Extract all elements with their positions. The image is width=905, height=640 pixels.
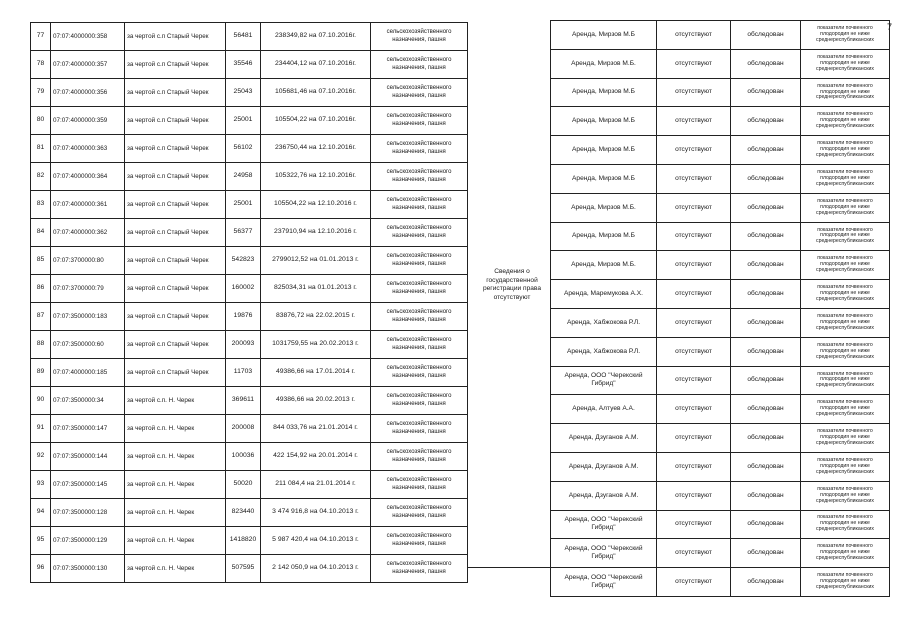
cadastral-value: 234404,12 на 07.10.2016г. — [261, 51, 371, 79]
plot-location: за чертой с.п. Н. Черек — [125, 387, 226, 415]
cadastral-number: 07:07:3500000:183 — [51, 303, 125, 331]
restrictions-status: отсутствуют — [657, 107, 731, 136]
land-category: сельскохозяйственного назначения, пашня — [371, 415, 468, 443]
plot-location: за чертой с.п. Н. Черек — [125, 527, 226, 555]
land-category: сельскохозяйственного назначения, пашня — [371, 191, 468, 219]
cadastral-value: 5 987 420,4 на 04.10.2013 г. — [261, 527, 371, 555]
cadastral-value: 2 142 050,9 на 04.10.2013 г. — [261, 555, 371, 583]
cadastral-value: 1031759,55 на 20.02.2013 г. — [261, 331, 371, 359]
fertility-indicator: показатели почвенного плодородия не ниже среднереспубликанских — [801, 366, 890, 395]
cadastral-number: 07:07:3700000:80 — [51, 247, 125, 275]
plot-area: 25043 — [226, 79, 261, 107]
table-row — [31, 443, 468, 471]
row-number: 83 — [31, 191, 51, 219]
plot-area: 507595 — [226, 555, 261, 583]
restrictions-status: отсутствуют — [657, 49, 731, 78]
table-row — [31, 387, 468, 415]
inspection-status: обследован — [731, 251, 801, 280]
table-row — [551, 337, 890, 366]
table-row — [31, 191, 468, 219]
land-category: сельскохозяйственного назначения, пашня — [371, 135, 468, 163]
row-number: 88 — [31, 331, 51, 359]
encumbrance-holder: Аренда, Хабжокова Р.Л. — [551, 337, 657, 366]
table-row — [551, 49, 890, 78]
restrictions-status: отсутствуют — [657, 193, 731, 222]
cadastral-value: 49386,66 на 20.02.2013 г. — [261, 387, 371, 415]
cadastral-number: 07:07:3700000:79 — [51, 275, 125, 303]
fertility-indicator: показатели почвенного плодородия не ниже среднереспубликанских — [801, 337, 890, 366]
fertility-indicator: показатели почвенного плодородия не ниже среднереспубликанских — [801, 481, 890, 510]
cadastral-value: 236750,44 на 12.10.2016г. — [261, 135, 371, 163]
inspection-status: обследован — [731, 49, 801, 78]
table-row — [551, 164, 890, 193]
cadastral-value: 844 033,76 на 21.01.2014 г. — [261, 415, 371, 443]
cadastral-value: 105504,22 на 07.10.2016г. — [261, 107, 371, 135]
row-number: 81 — [31, 135, 51, 163]
plot-area: 11703 — [226, 359, 261, 387]
inspection-status: обследован — [731, 280, 801, 309]
table-row — [551, 280, 890, 309]
plot-area: 200093 — [226, 331, 261, 359]
encumbrance-holder: Аренда, Алтуев А.А. — [551, 395, 657, 424]
plot-location: за чертой с.п Старый Черек — [125, 275, 226, 303]
encumbrance-holder: Аренда, Мирзов М.Б — [551, 164, 657, 193]
plot-location: за чертой с.п. Н. Черек — [125, 443, 226, 471]
plot-location: за чертой с.п. Н. Черек — [125, 415, 226, 443]
encumbrance-holder: Аренда, ООО "Черекский Гибрид" — [551, 539, 657, 568]
cadastral-value: 3 474 916,8 на 04.10.2013 г. — [261, 499, 371, 527]
land-category: сельскохозяйственного назначения, пашня — [371, 79, 468, 107]
table-row — [551, 452, 890, 481]
divider-line — [467, 567, 550, 568]
restrictions-status: отсутствуют — [657, 568, 731, 597]
table-row — [31, 163, 468, 191]
row-number: 77 — [31, 23, 51, 51]
row-number: 96 — [31, 555, 51, 583]
fertility-indicator: показатели почвенного плодородия не ниже среднереспубликанских — [801, 251, 890, 280]
fertility-indicator: показатели почвенного плодородия не ниже среднереспубликанских — [801, 193, 890, 222]
land-category: сельскохозяйственного назначения, пашня — [371, 387, 468, 415]
fertility-indicator: показатели почвенного плодородия не ниже среднереспубликанских — [801, 21, 890, 50]
encumbrance-holder: Аренда, ООО "Черекский Гибрид" — [551, 366, 657, 395]
encumbrance-holder: Аренда, Мирзов М.Б. — [551, 193, 657, 222]
plot-location: за чертой с.п Старый Черек — [125, 331, 226, 359]
fertility-indicator: показатели почвенного плодородия не ниже среднереспубликанских — [801, 452, 890, 481]
land-category: сельскохозяйственного назначения, пашня — [371, 51, 468, 79]
encumbrance-holder: Аренда, Дзуганов А.М. — [551, 452, 657, 481]
table-row — [31, 527, 468, 555]
plot-area: 823440 — [226, 499, 261, 527]
row-number: 93 — [31, 471, 51, 499]
fertility-indicator: показатели почвенного плодородия не ниже среднереспубликанских — [801, 49, 890, 78]
land-category: сельскохозяйственного назначения, пашня — [371, 499, 468, 527]
restrictions-status: отсутствуют — [657, 481, 731, 510]
land-category: сельскохозяйственного назначения, пашня — [371, 443, 468, 471]
row-number: 80 — [31, 107, 51, 135]
row-number: 89 — [31, 359, 51, 387]
inspection-status: обследован — [731, 78, 801, 107]
encumbrance-holder: Аренда, Мирзов М.Б — [551, 107, 657, 136]
cadastral-value: 49386,66 на 17.01.2014 г. — [261, 359, 371, 387]
table-row — [551, 510, 890, 539]
cadastral-number: 07:07:3500000:129 — [51, 527, 125, 555]
row-number: 94 — [31, 499, 51, 527]
table-row — [551, 539, 890, 568]
row-number: 92 — [31, 443, 51, 471]
plot-location: за чертой с.п Старый Черек — [125, 135, 226, 163]
table-row — [551, 395, 890, 424]
cadastral-number: 07:07:3500000:145 — [51, 471, 125, 499]
restrictions-status: отсутствуют — [657, 337, 731, 366]
cadastral-value: 825034,31 на 01.01.2013 г. — [261, 275, 371, 303]
restrictions-status: отсутствуют — [657, 510, 731, 539]
restrictions-status: отсутствуют — [657, 280, 731, 309]
inspection-status: обследован — [731, 539, 801, 568]
restrictions-status: отсутствуют — [657, 136, 731, 165]
inspection-status: обследован — [731, 568, 801, 597]
plot-location: за чертой с.п Старый Черек — [125, 247, 226, 275]
table-row — [31, 219, 468, 247]
table-row — [31, 471, 468, 499]
restrictions-status: отсутствуют — [657, 452, 731, 481]
row-number: 91 — [31, 415, 51, 443]
cadastral-number: 07:07:3500000:144 — [51, 443, 125, 471]
cadastral-value: 422 154,92 на 20.01.2014 г. — [261, 443, 371, 471]
land-category: сельскохозяйственного назначения, пашня — [371, 163, 468, 191]
cadastral-number: 07:07:4000000:363 — [51, 135, 125, 163]
plot-area: 56377 — [226, 219, 261, 247]
table-row — [551, 78, 890, 107]
plot-area: 25001 — [226, 107, 261, 135]
row-number: 86 — [31, 275, 51, 303]
plot-area: 50020 — [226, 471, 261, 499]
fertility-indicator: показатели почвенного плодородия не ниже среднереспубликанских — [801, 280, 890, 309]
table-row — [31, 555, 468, 583]
cadastral-number: 07:07:4000000:361 — [51, 191, 125, 219]
plot-area: 56481 — [226, 23, 261, 51]
encumbrance-holder: Аренда, Дзуганов А.М. — [551, 481, 657, 510]
restrictions-status: отсутствуют — [657, 222, 731, 251]
encumbrance-holder: Аренда, Мирзов М.Б. — [551, 251, 657, 280]
cadastral-number: 07:07:3500000:130 — [51, 555, 125, 583]
plot-area: 35546 — [226, 51, 261, 79]
plot-location: за чертой с.п. Н. Черек — [125, 555, 226, 583]
inspection-status: обследован — [731, 21, 801, 50]
cadastral-value: 105681,46 на 07.10.2016г. — [261, 79, 371, 107]
inspection-status: обследован — [731, 366, 801, 395]
table-row — [31, 51, 468, 79]
cadastral-value: 211 084,4 на 21.01.2014 г. — [261, 471, 371, 499]
table-row — [551, 136, 890, 165]
encumbrance-holder: Аренда, Хабжокова Р.Л. — [551, 308, 657, 337]
row-number: 90 — [31, 387, 51, 415]
page-number: 7 — [887, 22, 893, 32]
restrictions-status: отсутствуют — [657, 308, 731, 337]
registration-note: Сведения о государственной регистрации права отсутствуют — [482, 268, 542, 301]
inspection-status: обследован — [731, 193, 801, 222]
plot-area: 100036 — [226, 443, 261, 471]
restrictions-status: отсутствуют — [657, 251, 731, 280]
encumbrance-holder: Аренда, Мирзов М.Б. — [551, 49, 657, 78]
encumbrance-holder: Аренда, Маремукова А.Х. — [551, 280, 657, 309]
cadastral-value: 237910,94 на 12.10.2016 г. — [261, 219, 371, 247]
land-category: сельскохозяйственного назначения, пашня — [371, 331, 468, 359]
encumbrance-holder: Аренда, Мирзов М.Б — [551, 21, 657, 50]
cadastral-number: 07:07:3500000:128 — [51, 499, 125, 527]
row-number: 85 — [31, 247, 51, 275]
restrictions-status: отсутствуют — [657, 78, 731, 107]
restrictions-status: отсутствуют — [657, 424, 731, 453]
cadastral-number: 07:07:4000000:357 — [51, 51, 125, 79]
plot-area: 200008 — [226, 415, 261, 443]
plot-location: за чертой с.п Старый Черек — [125, 303, 226, 331]
cadastral-number: 07:07:4000000:358 — [51, 23, 125, 51]
cadastral-number: 07:07:4000000:356 — [51, 79, 125, 107]
land-plots-table — [30, 22, 468, 583]
row-number: 82 — [31, 163, 51, 191]
fertility-indicator: показатели почвенного плодородия не ниже среднереспубликанских — [801, 510, 890, 539]
plot-location: за чертой с.п Старый Черек — [125, 191, 226, 219]
table-row — [551, 308, 890, 337]
cadastral-value: 105322,76 на 12.10.2016г. — [261, 163, 371, 191]
fertility-indicator: показатели почвенного плодородия не ниже среднереспубликанских — [801, 568, 890, 597]
table-row — [551, 222, 890, 251]
inspection-status: обследован — [731, 222, 801, 251]
land-category: сельскохозяйственного назначения, пашня — [371, 219, 468, 247]
fertility-indicator: показатели почвенного плодородия не ниже среднереспубликанских — [801, 539, 890, 568]
plot-status-table — [550, 20, 893, 597]
row-number: 95 — [31, 527, 51, 555]
table-row — [551, 107, 890, 136]
table-row — [551, 251, 890, 280]
encumbrance-holder: Аренда, Дзуганов А.М. — [551, 424, 657, 453]
plot-location: за чертой с.п Старый Черек — [125, 219, 226, 247]
cadastral-value: 238349,82 на 07.10.2016г. — [261, 23, 371, 51]
land-category: сельскохозяйственного назначения, пашня — [371, 527, 468, 555]
table-row — [31, 107, 468, 135]
plot-area: 1418820 — [226, 527, 261, 555]
inspection-status: обследован — [731, 424, 801, 453]
table-row — [31, 331, 468, 359]
inspection-status: обследован — [731, 107, 801, 136]
plot-area: 160002 — [226, 275, 261, 303]
encumbrance-holder: Аренда, Мирзов М.Б — [551, 136, 657, 165]
plot-location: за чертой с.п. Н. Черек — [125, 471, 226, 499]
cadastral-value: 83876,72 на 22.02.2015 г. — [261, 303, 371, 331]
land-category: сельскохозяйственного назначения, пашня — [371, 107, 468, 135]
inspection-status: обследован — [731, 308, 801, 337]
fertility-indicator: показатели почвенного плодородия не ниже среднереспубликанских — [801, 308, 890, 337]
plot-area: 19876 — [226, 303, 261, 331]
plot-location: за чертой с.п. Н. Черек — [125, 499, 226, 527]
restrictions-status: отсутствуют — [657, 164, 731, 193]
restrictions-status: отсутствуют — [657, 21, 731, 50]
cadastral-value: 105504,22 на 12.10.2016 г. — [261, 191, 371, 219]
fertility-indicator: показатели почвенного плодородия не ниже среднереспубликанских — [801, 395, 890, 424]
encumbrance-holder: Аренда, Мирзов М.Б — [551, 78, 657, 107]
restrictions-status: отсутствуют — [657, 539, 731, 568]
table-row — [31, 499, 468, 527]
table-row — [551, 481, 890, 510]
plot-location: за чертой с.п Старый Черек — [125, 359, 226, 387]
inspection-status: обследован — [731, 164, 801, 193]
fertility-indicator: показатели почвенного плодородия не ниже среднереспубликанских — [801, 424, 890, 453]
inspection-status: обследован — [731, 136, 801, 165]
table-row — [551, 193, 890, 222]
row-number: 84 — [31, 219, 51, 247]
cadastral-number: 07:07:3500000:147 — [51, 415, 125, 443]
encumbrance-holder: Аренда, ООО "Черекский Гибрид" — [551, 568, 657, 597]
inspection-status: обследован — [731, 395, 801, 424]
land-category: сельскохозяйственного назначения, пашня — [371, 471, 468, 499]
table-row — [31, 79, 468, 107]
table-row — [31, 359, 468, 387]
cadastral-number: 07:07:4000000:362 — [51, 219, 125, 247]
cadastral-number: 07:07:3500000:34 — [51, 387, 125, 415]
fertility-indicator: показатели почвенного плодородия не ниже среднереспубликанских — [801, 107, 890, 136]
fertility-indicator: показатели почвенного плодородия не ниже среднереспубликанских — [801, 222, 890, 251]
land-category: сельскохозяйственного назначения, пашня — [371, 303, 468, 331]
inspection-status: обследован — [731, 481, 801, 510]
inspection-status: обследован — [731, 510, 801, 539]
plot-location: за чертой с.п Старый Черек — [125, 79, 226, 107]
row-number: 79 — [31, 79, 51, 107]
row-number: 87 — [31, 303, 51, 331]
table-row — [31, 275, 468, 303]
row-number: 78 — [31, 51, 51, 79]
fertility-indicator: показатели почвенного плодородия не ниже среднереспубликанских — [801, 78, 890, 107]
fertility-indicator: показатели почвенного плодородия не ниже среднереспубликанских — [801, 164, 890, 193]
table-row — [31, 135, 468, 163]
inspection-status: обследован — [731, 337, 801, 366]
table-row — [31, 303, 468, 331]
fertility-indicator: показатели почвенного плодородия не ниже среднереспубликанских — [801, 136, 890, 165]
table-row — [551, 366, 890, 395]
table-row — [551, 424, 890, 453]
land-category: сельскохозяйственного назначения, пашня — [371, 23, 468, 51]
plot-location: за чертой с.п Старый Черек — [125, 107, 226, 135]
land-category: сельскохозяйственного назначения, пашня — [371, 275, 468, 303]
restrictions-status: отсутствуют — [657, 395, 731, 424]
plot-location: за чертой с.п Старый Черек — [125, 163, 226, 191]
cadastral-value: 2799012,52 на 01.01.2013 г. — [261, 247, 371, 275]
table-row — [31, 415, 468, 443]
plot-area: 542823 — [226, 247, 261, 275]
table-row — [551, 21, 890, 50]
cadastral-number: 07:07:4000000:359 — [51, 107, 125, 135]
table-row — [31, 247, 468, 275]
cadastral-number: 07:07:4000000:364 — [51, 163, 125, 191]
cadastral-number: 07:07:3500000:60 — [51, 331, 125, 359]
encumbrance-holder: Аренда, Мирзов М.Б — [551, 222, 657, 251]
plot-location: за чертой с.п Старый Черек — [125, 23, 226, 51]
table-row — [551, 568, 890, 597]
cadastral-number: 07:07:4000000:185 — [51, 359, 125, 387]
land-category: сельскохозяйственного назначения, пашня — [371, 359, 468, 387]
plot-area: 369611 — [226, 387, 261, 415]
encumbrance-holder: Аренда, ООО "Черекский Гибрид" — [551, 510, 657, 539]
plot-location: за чертой с.п Старый Черек — [125, 51, 226, 79]
plot-area: 24958 — [226, 163, 261, 191]
land-category: сельскохозяйственного назначения, пашня — [371, 555, 468, 583]
table-row — [31, 23, 468, 51]
restrictions-status: отсутствуют — [657, 366, 731, 395]
plot-area: 25001 — [226, 191, 261, 219]
plot-area: 56102 — [226, 135, 261, 163]
land-category: сельскохозяйственного назначения, пашня — [371, 247, 468, 275]
inspection-status: обследован — [731, 452, 801, 481]
